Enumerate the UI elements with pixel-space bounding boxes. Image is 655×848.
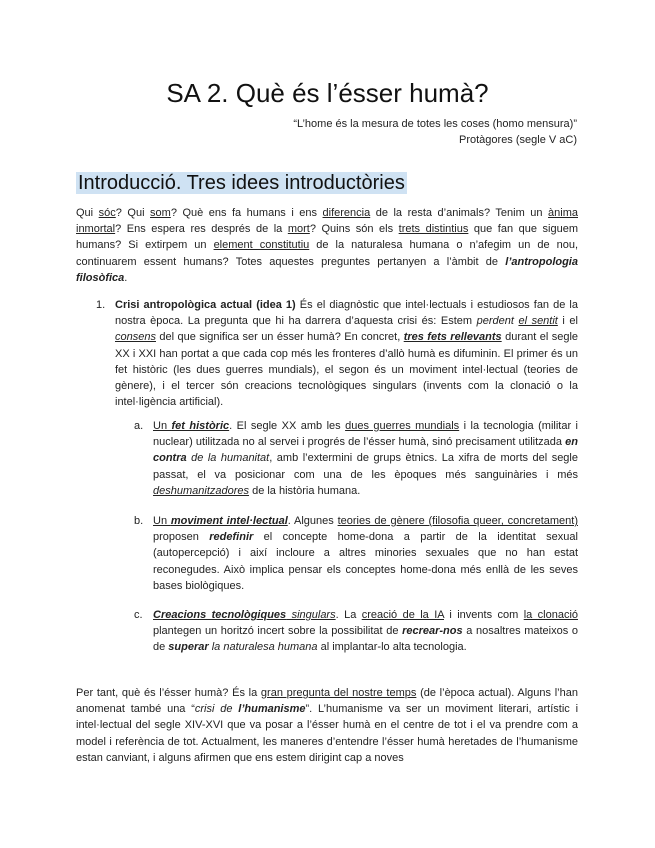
section-heading [76,169,407,197]
term-trets: trets distintius [398,223,469,236]
term-som: som [150,207,171,219]
term-creacio-ia: creació de la IA [361,609,444,621]
term-creacions: Creacions tecnològiques [153,609,287,621]
quote-text: “L’home és la mesura de totes les coses (homo mensura)” [293,118,577,130]
term-sentit: el sentit [518,315,558,328]
term-mort: mort [287,223,310,236]
section-heading-text: Introducció. Tres idees introductòries [78,172,405,194]
term-moviment: moviment intel·lectual [170,515,288,527]
term-humanisme: l’humanisme [238,703,306,716]
term-fet-historic: fet històric [171,420,230,432]
term-soc: sóc [98,207,116,219]
quote-author: Protàgores (segle V aC) [459,134,577,146]
list-marker-c: c. [134,609,143,621]
idea-1-title: Crisi antropològica actual (idea 1) [115,299,296,311]
term-teories: teories de gènere (filosofia queer, concretament) [337,515,578,527]
term-element: element constitutiu [213,239,310,252]
term-anima: ànima inmortal [76,207,578,236]
list-marker-b: b. [134,515,144,527]
term-gran-pregunta: gran pregunta del nostre temps [260,687,417,699]
list-marker-a: a. [134,420,144,432]
term-clonacio: la clonació [523,609,579,621]
intro-paragraph: Qui sóc? Qui som? Què ens fa humans i ens diferencia de la resta d’animals? Tenim un ànima inmortal? Ens espera res després de la mort? Quins són els trets distintius que fan que siguem humans? Si extirpem un element constitutiu de la naturalesa humana o n’afegim un de nou, continuarem essent humans? Totes aquestes preguntes pertanyen a l’àmbit de l’antropologia filosòfica. [76,207,579,284]
term-consens: consens [115,331,156,344]
list-item-a: Un fet històric. El segle XX amb les dues guerres mundials i la tecnologia (militar i nuclear) utilitzada no al servei i progrés de l’ésser humà, sinó precisament utilitzada en contra de la humanitat, amb l’extermini de grups ètnics. La xifra de morts del segle passat, el va posicionar com una de les èpoques més sanguinàries i més deshumanitzadores de la història humana. [153,420,578,497]
term-guerres: dues guerres mundials [345,420,460,432]
closing-paragraph: Per tant, què és l’ésser humà? És la gran pregunta del nostre temps (de l’època actual). Alguns l’han anomenat també una “crisi de l’humanisme”. L’humanisme va ser un moviment literari, artístic i intel·lectual del segle XIV-XVI que va posar a l’ésser humà en el centre de tot i el va prendre com a model i referència de tot. Actualment, les maneres d’entendre l’ésser humà heretades de l’humanisme estan canviant, i alguns afirmen que ens estem dirigint cap a noves [76,687,579,764]
term-tres-fets: tres fets rellevants [403,331,502,344]
list-item-1: Crisi antropològica actual (idea 1) És el diagnòstic que intel·lectuals i estudiosos fan de la nostra època. La pregunta que hi ha darrera d’aquesta crisi és: Estem perdent el sentit i el consens del que significa ser un ésser humà? En concret, tres fets rellevants durant el segle XX i XXI han portat a que cada cop més les fronteres d’allò humà es difuminin. El primer és un fet històric (les dues guerres mundials), el segon és un moviment intel·lectual (teories de gènere), i el tercer són creacions tecnològiques singulars (invents com la clonació o la intel·ligència artificial). [115,299,579,409]
list-item-c: Creacions tecnològiques singulars. La creació de la IA i invents com la clonació plantegen un horitzó incert sobre la possibilitat de recrear-nos a nosaltres mateixos o de superar la naturalesa humana al implantar-lo alta tecnologia. [153,609,579,654]
term-antropologia: l’antropologia filosòfica [76,255,578,284]
list-item-b: Un moviment intel·lectual. Algunes teories de gènere (filosofia queer, concretament) proposen redefinir el concepte home-dona a partir de la identitat sexual (autopercepció) i així incloure a altres minories sexuales que no han estat reconegudes. Això implica pensar els conceptes home-dona més enllà de les seves bases biològiques. [153,515,578,592]
term-diferencia: diferencia [322,207,371,219]
list-marker-1: 1. [96,299,106,311]
epigraph-quote [293,116,577,148]
page-title: SA 2. Què és l’ésser humà? [166,78,489,108]
term-deshumanitzadores: deshumanitzadores [153,484,250,497]
